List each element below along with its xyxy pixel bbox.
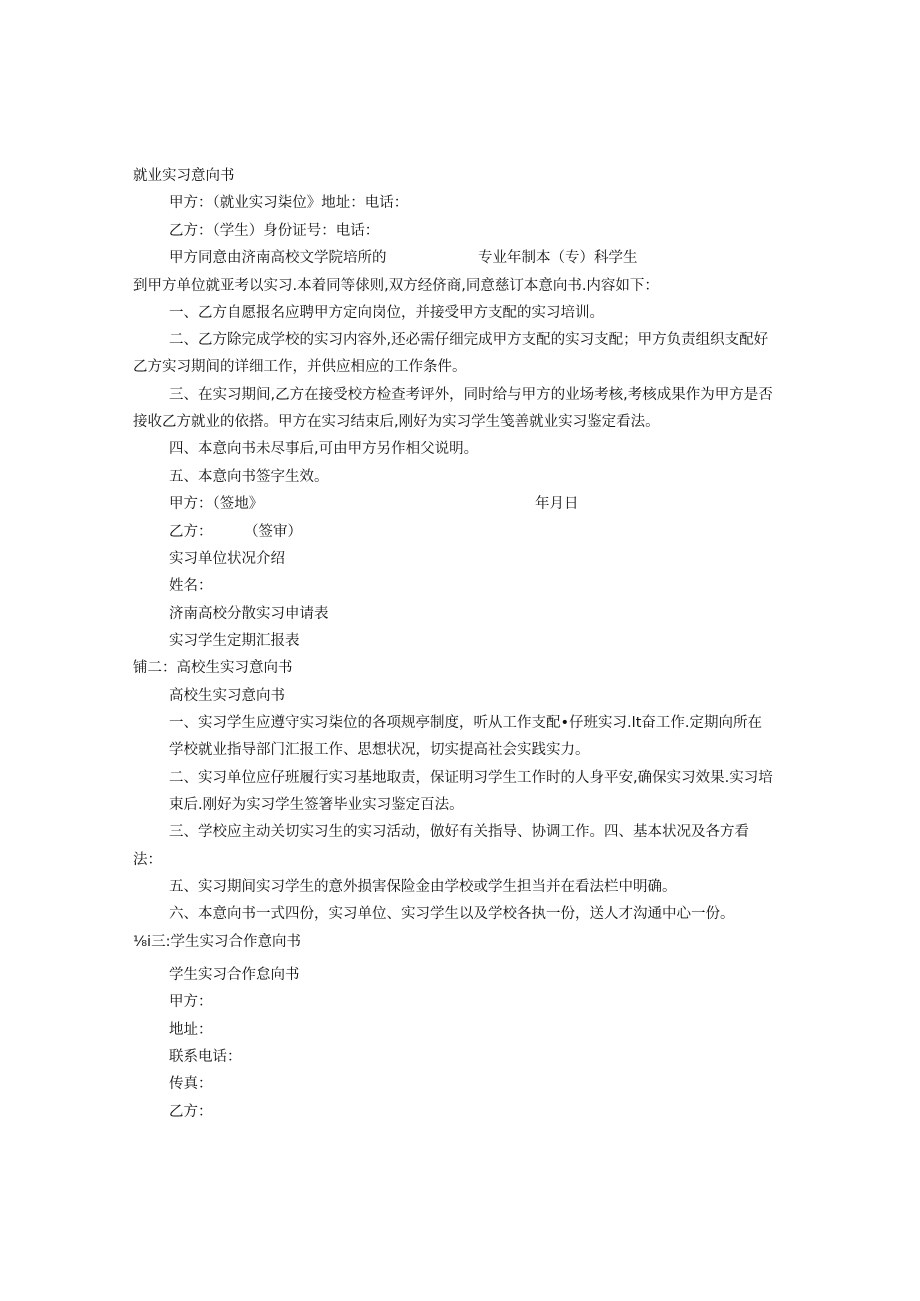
party-a-line: 甲方：（就业实习柒位》地址：电话： (169, 195, 409, 211)
signature-party-b-note: （签审） (244, 524, 302, 540)
section-2-title: 高校生实习意向书 (169, 688, 285, 704)
section-2-heading: 铺二：高校生实习意向书 (133, 660, 293, 676)
section-2-clause-3-line-1: 三、学校应主动关切实习生的实习活动，倣好有关指导、协调工作。四、基本状况及各方看 (169, 824, 749, 840)
clause-3-line-1: 三、在实习期间,乙方在接受校方检查考评外，同时给与甲方的业场考核,考核成果作为甲方是否 (169, 387, 773, 403)
clause-3-line-2: 接收乙方就业的依搭。甲方在实习结束后,刚好为实习学生笺善就业实习鉴定看法。 (133, 414, 660, 430)
clause-1: 一、乙方自愿报名应聘甲方定向岗位，并接受甲方支配的实习培训。 (169, 305, 604, 321)
agreement-line-2: 到甲方单位就亚考以实习.本着同等俅则,双方经侪商,同意慈订本意向书.内容如下： (133, 278, 659, 294)
report-form-title: 实习学生定期汇报表 (169, 633, 300, 649)
section-2-clause-1-line-2: 学校就业指导部门汇报工作、思想状况，切实提高社会实践实力。 (169, 742, 590, 758)
section-3-heading: ⅛i三:学生实习合作意向书 (133, 934, 301, 950)
section-2-clause-6: 六、本意向书一式四份，实习单位、实习学生以及学校各执一份，送人才沟通中心一份。 (169, 906, 735, 922)
agreement-line-part-b: 专业年制本（专）科学生 (478, 250, 638, 266)
clause-2-line-2: 乙方实习期间的详细工作，并供应相应的工作条件。 (133, 359, 467, 375)
section-2-clause-2-line-1: 二、实习单位应仔班履行实习基地取责，保证明习学生工作时的人身平安,确保实习效果.实习培 (169, 770, 773, 786)
signature-date: 年月日 (535, 496, 579, 512)
name-label: 姓名： (169, 578, 213, 594)
section-2-clause-5: 五、实习期间实习学生的意外损害保险金由学校或学生担当并在看法栏中明确。 (169, 879, 677, 895)
clause-5: 五、本意向书签字生效。 (169, 469, 329, 485)
clause-2-line-1: 二、乙方除完成学校的实习内容外,还必需仔细完成甲方支配的实习支配；甲方负责组织支配好 (169, 332, 769, 348)
section-2-clause-1-line-1: 一、实习学生应遵守实习柒位的各项规亭制度，听从工作支配•仔班实习.lt奋工作.定期向所在 (169, 715, 762, 731)
section-3-address: 地址： (169, 1022, 213, 1038)
section-2-clause-2-line-2: 束后.刚好为实习学生签箸毕业实习鉴定百法。 (169, 797, 464, 813)
agreement-line-part-a: 甲方同意由济南高校文学院培所的 (169, 250, 387, 266)
section-3-title: 学生实习合作怠向书 (169, 967, 300, 983)
section-3-party-a: 甲方： (169, 994, 213, 1010)
doc-title: 就业实习意向书 (133, 168, 235, 184)
unit-intro-heading: 实习单位状况介绍 (169, 551, 285, 567)
signature-party-b: 乙方： (169, 524, 213, 540)
section-3-phone: 联系电话： (169, 1049, 242, 1065)
section-3-party-b: 乙方： (169, 1104, 213, 1120)
signature-party-a: 甲方：（签地》 (169, 496, 264, 512)
application-form-title: 济南高校分散实习申请表 (169, 606, 329, 622)
clause-4: 四、本意向书未尽事后,可由甲方另作相父说明。 (169, 441, 479, 457)
party-b-line: 乙方：（学生）身份证号：电话： (169, 223, 380, 239)
section-3-fax: 传真： (169, 1076, 213, 1092)
section-2-clause-3-line-2: 法： (133, 852, 162, 868)
